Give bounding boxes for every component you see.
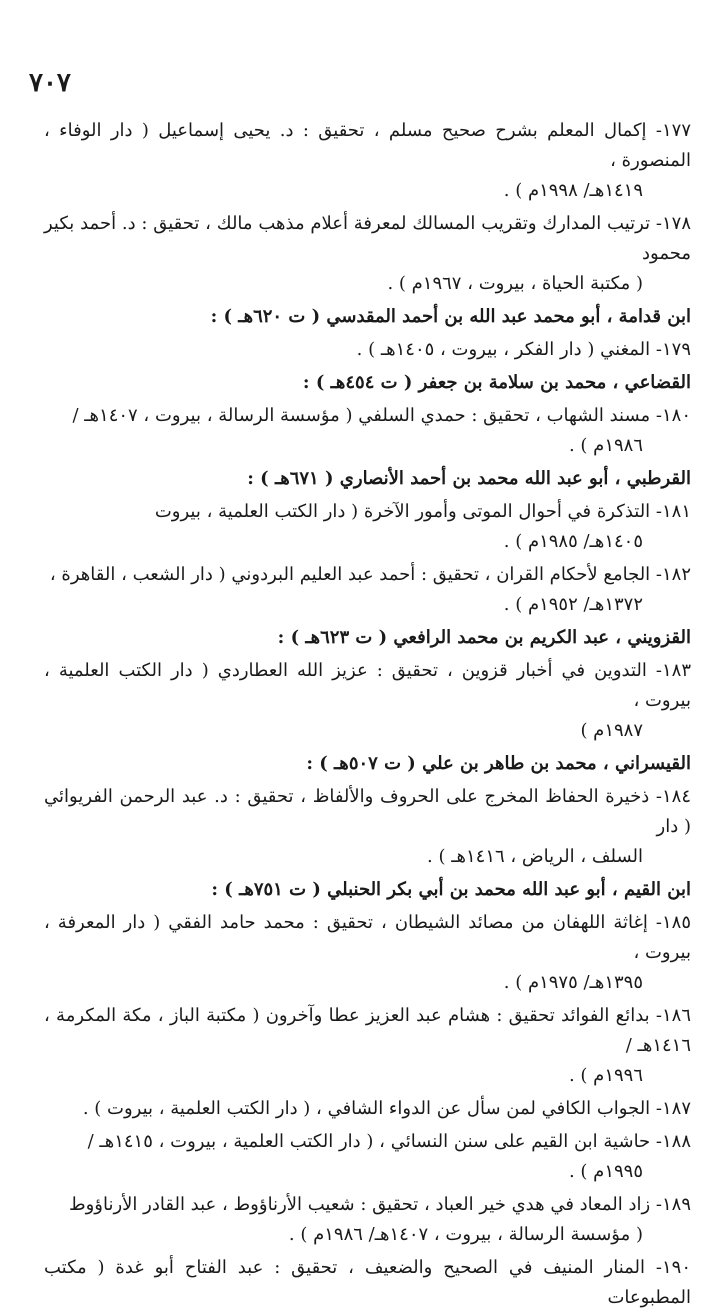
- entry-text: ١٨٩- زاد المعاد في هدي خير العباد ، تحقيق : شعيب الأرناؤوط ، عبد القادر الأرناؤوط: [68, 1194, 691, 1215]
- author-heading-ibn-qudama: ابن قدامة ، أبو محمد عبد الله بن أحمد المقدسي ( ت ٦٢٠هـ ) :: [210, 306, 691, 327]
- author-heading-qudai: القضاعي ، محمد بن سلامة بن جعفر ( ت ٤٥٤هـ ) :: [302, 372, 691, 393]
- bibliography-entry-188: [44, 1127, 691, 1187]
- entry-continuation: ١٤٠٥هـ/ ١٩٨٥م ) .: [503, 531, 643, 552]
- entry-text: ١٨٨- حاشية ابن القيم على سنن النسائي ، ( دار الكتب العلمية ، بيروت ، ١٤١٥هـ /: [87, 1131, 691, 1152]
- bibliography-entry-177: [44, 116, 691, 206]
- bibliography-entry-189: [44, 1190, 691, 1250]
- entry-text: ١٨٣- التدوين في أخبار قزوين ، تحقيق : عزيز الله العطاردي ( دار الكتب العلمية ، بيروت ،: [44, 660, 691, 711]
- bibliography-entry-186: [44, 1001, 691, 1091]
- entry-continuation: السلف ، الرياض ، ١٤١٦هـ ) .: [427, 846, 643, 867]
- entry-continuation: ١٩٨٧م ): [580, 720, 643, 741]
- entry-continuation: ١٣٩٥هـ/ ١٩٧٥م ) .: [503, 972, 643, 993]
- entry-text: ١٨٤- ذخيرة الحفاظ المخرج على الحروف والألفاظ ، تحقيق : د. عبد الرحمن الفريوائي ( دار: [44, 786, 691, 837]
- entry-continuation: ( مكتبة الحياة ، بيروت ، ١٩٦٧م ) .: [387, 273, 643, 294]
- entry-continuation: ١٩٩٦م ) .: [568, 1065, 643, 1086]
- entry-continuation: ١٤١٩هـ/ ١٩٩٨م ) .: [503, 180, 643, 201]
- entry-text: ١٨٥- إغاثة اللهفان من مصائد الشيطان ، تحقيق : محمد حامد الفقي ( دار المعرفة ، بيروت ،: [44, 912, 691, 963]
- entry-text: ١٨٧- الجواب الكافي لمن سأل عن الدواء الشافي ، ( دار الكتب العلمية ، بيروت ) .: [82, 1098, 691, 1119]
- entry-continuation: ١٩٨٦م ) .: [568, 435, 643, 456]
- entry-continuation: ١٩٩٥م ) .: [568, 1161, 643, 1182]
- bibliography-entry-184: [44, 782, 691, 872]
- bibliography-entry-182: [44, 560, 691, 620]
- entry-text: ١٨١- التذكرة في أحوال الموتى وأمور الآخرة ( دار الكتب العلمية ، بيروت: [154, 501, 691, 522]
- entry-text: ١٧٨- ترتيب المدارك وتقريب المسالك لمعرفة أعلام مذهب مالك ، تحقيق : د. أحمد بكير محمود: [44, 213, 691, 264]
- entry-continuation: ١٣٧٢هـ/ ١٩٥٢م ) .: [503, 594, 643, 615]
- author-heading-qurtubi: القرطبي ، أبو عبد الله محمد بن أحمد الأنصاري ( ٦٧١هـ ) :: [247, 468, 691, 489]
- bibliography-entry-185: [44, 908, 691, 998]
- bibliography-entry-181: [44, 497, 691, 557]
- author-heading-qazwini: القزويني ، عبد الكريم بن محمد الرافعي ( ت ٦٢٣هـ ) :: [277, 627, 691, 648]
- bibliography-entry-179: [44, 335, 691, 365]
- entry-text: ١٧٩- المغني ( دار الفكر ، بيروت ، ١٤٠٥هـ ) .: [356, 339, 691, 360]
- entry-text: ١٧٧- إكمال المعلم بشرح صحيح مسلم ، تحقيق : د. يحيى إسماعيل ( دار الوفاء ، المنصورة ،: [44, 120, 691, 171]
- author-heading-qaysarani: القيسراني ، محمد بن طاهر بن علي ( ت ٥٠٧هـ ) :: [306, 753, 691, 774]
- entry-text: ١٩٠- المنار المنيف في الصحيح والضعيف ، تحقيق : عبد الفتاح أبو غدة ( مكتب المطبوعات: [44, 1257, 691, 1308]
- bibliography-entry-183: [44, 656, 691, 746]
- entry-text: ١٨٠- مسند الشهاب ، تحقيق : حمدي السلفي ( مؤسسة الرسالة ، بيروت ، ١٤٠٧هـ /: [72, 405, 691, 426]
- bibliography-list: [44, 116, 691, 1316]
- bibliography-entry-190: [44, 1253, 691, 1313]
- entry-continuation: ( مؤسسة الرسالة ، بيروت ، ١٤٠٧هـ/ ١٩٨٦م ) .: [288, 1224, 643, 1245]
- entry-text: ١٨٢- الجامع لأحكام القران ، تحقيق : أحمد عبد العليم البردوني ( دار الشعب ، القاهرة ،: [49, 564, 691, 585]
- bibliography-entry-187: [44, 1094, 691, 1124]
- entry-text: ١٨٦- بدائع الفوائد تحقيق : هشام عبد العزيز عطا وآخرون ( مكتبة الباز ، مكة المكرمة ، ١٤١٦هـ /: [44, 1005, 691, 1056]
- page-number: ٧٠٧: [29, 68, 71, 98]
- bibliography-entry-180: [44, 401, 691, 461]
- author-heading-ibn-al-qayyim: ابن القيم ، أبو عبد الله محمد بن أبي بكر الحنبلي ( ت ٧٥١هـ ) :: [211, 879, 691, 900]
- bibliography-entry-178: [44, 209, 691, 299]
